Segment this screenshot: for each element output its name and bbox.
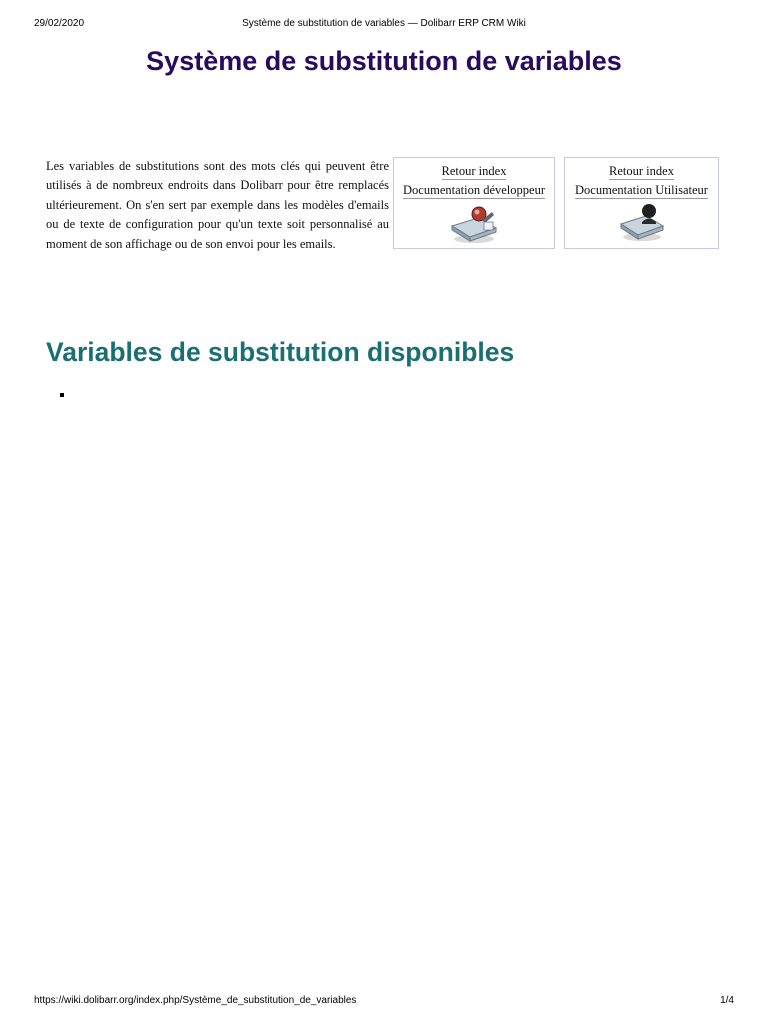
print-header-title: Système de substitution de variables — Dolibarr ERP CRM Wiki <box>242 18 526 29</box>
print-footer-page-number: 1/4 <box>720 995 734 1006</box>
variables-list <box>60 393 64 397</box>
section-heading: Variables de substitution disponibles <box>46 337 515 367</box>
print-header-date: 29/02/2020 <box>34 18 85 29</box>
developer-documentation-link[interactable]: Documentation développeur <box>403 183 545 197</box>
retour-index-link-user[interactable]: Retour index <box>609 164 674 178</box>
print-footer-url: https://wiki.dolibarr.org/index.php/Système_de_substitution_de_variables <box>34 995 357 1006</box>
retour-index-link-dev[interactable]: Retour index <box>441 164 507 178</box>
developer-doc-box <box>393 157 555 249</box>
user-doc-box <box>564 157 719 249</box>
list-item <box>60 393 64 397</box>
user-documentation-link[interactable]: Documentation Utilisateur <box>575 183 708 197</box>
intro-paragraph: Les variables de substitutions sont des mots clés qui peuvent être utilisés à de nombreux endroits dans Dolibarr pour être remplacés ultérieurement. On s'en sert par exemple dans les modèles d'emails ou de texte de configuration pour qu'un texte soit personnalisé au moment de son affichage ou de son envoi pour les emails. <box>46 159 389 251</box>
developer-documentation-icon[interactable] <box>448 202 500 244</box>
page-title: Système de substitution de variables <box>146 46 622 76</box>
user-documentation-icon[interactable] <box>618 202 666 242</box>
bullet-marker <box>60 393 64 397</box>
